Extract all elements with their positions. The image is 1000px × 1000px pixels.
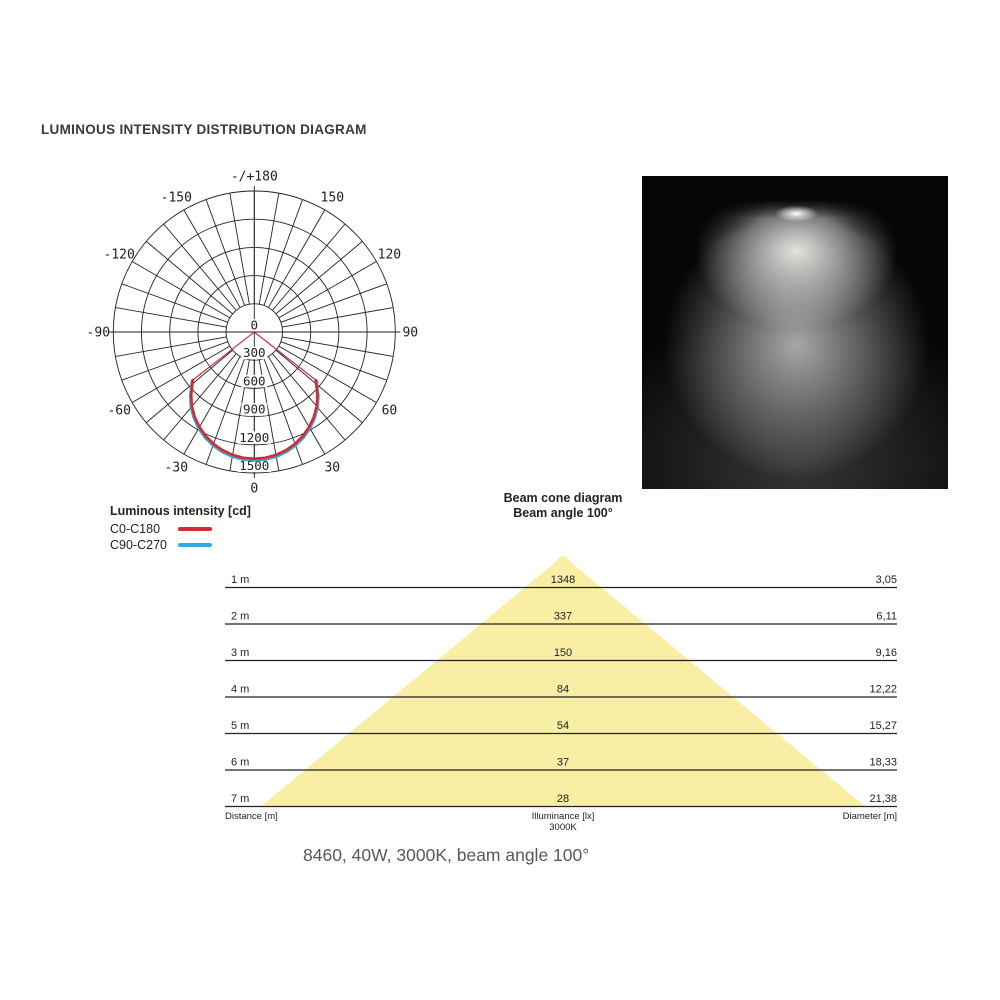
row-distance: 5 m	[231, 720, 250, 732]
angle-label: 90	[402, 325, 419, 341]
row-distance: 7 m	[231, 793, 250, 805]
polar-spoke	[122, 342, 228, 381]
row-distance: 2 m	[231, 610, 250, 623]
beam-cone-subtitle: Beam angle 100°	[513, 506, 613, 520]
footer-illuminance-label: Illuminance [lx]	[531, 811, 595, 822]
beam-cone-title: Beam cone diagram	[503, 491, 623, 505]
row-diameter: 3,05	[875, 574, 897, 586]
product-caption: 8460, 40W, 3000K, beam angle 100°	[303, 845, 590, 865]
cone-footer-labels	[225, 811, 897, 833]
polar-spoke	[230, 193, 250, 304]
row-illuminance: 54	[556, 720, 570, 732]
beam-photo	[642, 176, 948, 489]
row-diameter: 21,38	[869, 793, 897, 805]
red-line-swatch	[178, 527, 212, 532]
page-title: LUMINOUS INTENSITY DISTRIBUTION DIAGRAM	[41, 122, 367, 137]
row-illuminance: 28	[556, 793, 570, 805]
polar-spoke	[281, 342, 387, 381]
angle-label: -60	[107, 403, 131, 419]
row-diameter: 18,33	[869, 756, 897, 769]
ring-value-label: 900	[243, 401, 266, 417]
polar-spoke	[122, 284, 228, 323]
row-distance: 4 m	[231, 683, 250, 696]
polar-spoke	[115, 308, 226, 328]
ring-value-label: 300	[243, 345, 266, 361]
polar-spoke	[206, 200, 245, 306]
polar-spoke	[115, 337, 226, 357]
beam-cone-shape	[261, 556, 865, 807]
angle-label: -30	[164, 460, 189, 476]
row-diameter: 15,27	[869, 720, 897, 732]
angle-label: -150	[160, 190, 192, 206]
ring-value-label: 1200	[239, 429, 270, 445]
row-diameter: 6,11	[876, 610, 897, 623]
center-zero-label: 0	[250, 317, 259, 333]
polar-spoke	[282, 308, 393, 328]
angle-label: 0	[250, 481, 259, 496]
polar-spoke	[264, 358, 303, 464]
footer-diameter-label: Diameter [m]	[842, 811, 897, 822]
angle-label: 120	[377, 247, 402, 263]
row-distance: 3 m	[231, 647, 250, 659]
polar-spoke	[281, 284, 387, 323]
row-illuminance: 37	[556, 756, 570, 769]
row-diameter: 9,16	[875, 647, 897, 659]
row-illuminance: 337	[553, 610, 573, 623]
angle-label: 150	[320, 190, 345, 206]
legend-title: Luminous intensity [cd]	[110, 504, 251, 518]
polar-intensity-diagram	[80, 160, 432, 496]
angle-label: 60	[381, 403, 398, 419]
polar-spoke	[206, 358, 245, 464]
polar-angle-labels	[87, 170, 419, 497]
polar-spoke	[282, 337, 393, 357]
blue-line-swatch	[178, 543, 212, 548]
row-illuminance: 84	[556, 683, 570, 696]
row-distance: 6 m	[231, 756, 250, 769]
row-diameter: 12,22	[869, 683, 897, 696]
ring-value-label: 1500	[239, 458, 270, 473]
footer-distance-label: Distance [m]	[225, 811, 278, 822]
angle-label: -90	[86, 325, 111, 341]
polar-spoke	[259, 193, 279, 304]
angle-label: 30	[324, 460, 341, 476]
angle-label: -/+180	[230, 169, 278, 185]
legend-label-c0-c180: C0-C180	[110, 522, 161, 536]
row-illuminance: 150	[553, 647, 573, 659]
legend-label-c90-c270: C90-C270	[110, 538, 167, 552]
footer-cct-label: 3000K	[549, 822, 577, 833]
angle-label: -120	[103, 247, 135, 263]
row-distance: 1 m	[231, 574, 250, 586]
row-illuminance: 1348	[550, 574, 576, 586]
ring-value-label: 600	[243, 373, 266, 389]
polar-spoke	[264, 200, 303, 306]
beam-cone-diagram	[220, 488, 912, 840]
